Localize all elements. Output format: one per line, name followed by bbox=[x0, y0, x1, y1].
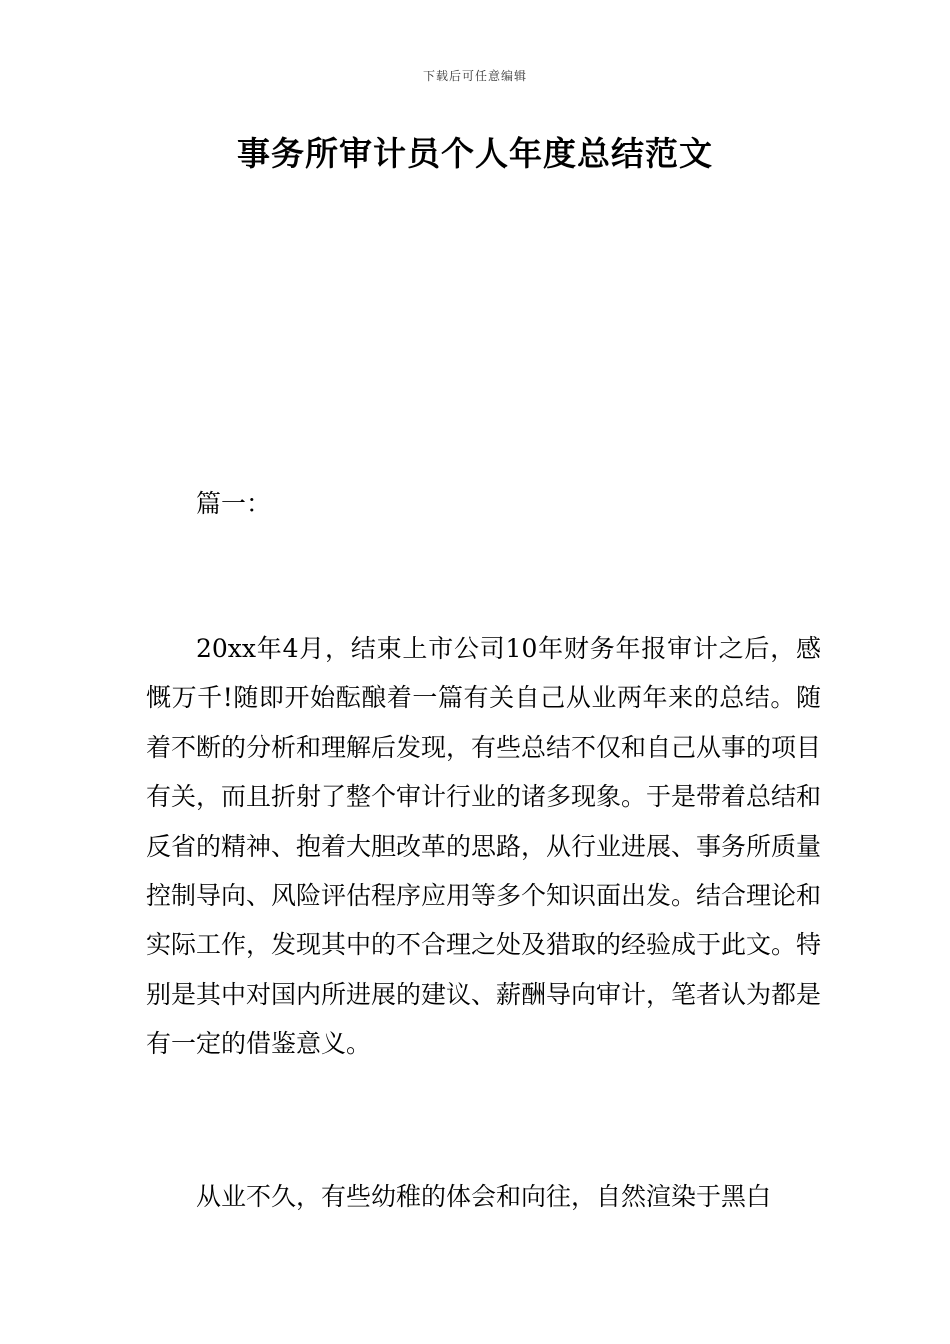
body-paragraph: 20xx年4月，结束上市公司10年财务年报审计之后，感慨万千!随即开始酝酿着一篇有关自己从业两年来的总结。随着不断的分析和理解后发现，有些总结不仅和自己从事的项目有关，而且折射了整个审计行业的诸多现象。于是带着总结和反省的精神、抱着大胆改革的思路，从行业进展、事务所质量控制导向、风险评估程序应用等多个知识面出发。结合理论和实际工作，发现其中的不合理之处及猎取的经验成于此文。特别是其中对国内所进展的建议、薪酬导向审计，笔者认为都是有一定的借鉴意义。 bbox=[146, 634, 822, 1059]
document-title: 事务所审计员个人年度总结范文 bbox=[237, 134, 713, 173]
body-paragraph: 从业不久，有些幼稚的体会和向往，自然渲染于黑白 bbox=[196, 1182, 772, 1211]
header-note: 下载后可任意编辑 bbox=[422, 69, 527, 83]
section-heading: 篇一： bbox=[196, 489, 272, 518]
